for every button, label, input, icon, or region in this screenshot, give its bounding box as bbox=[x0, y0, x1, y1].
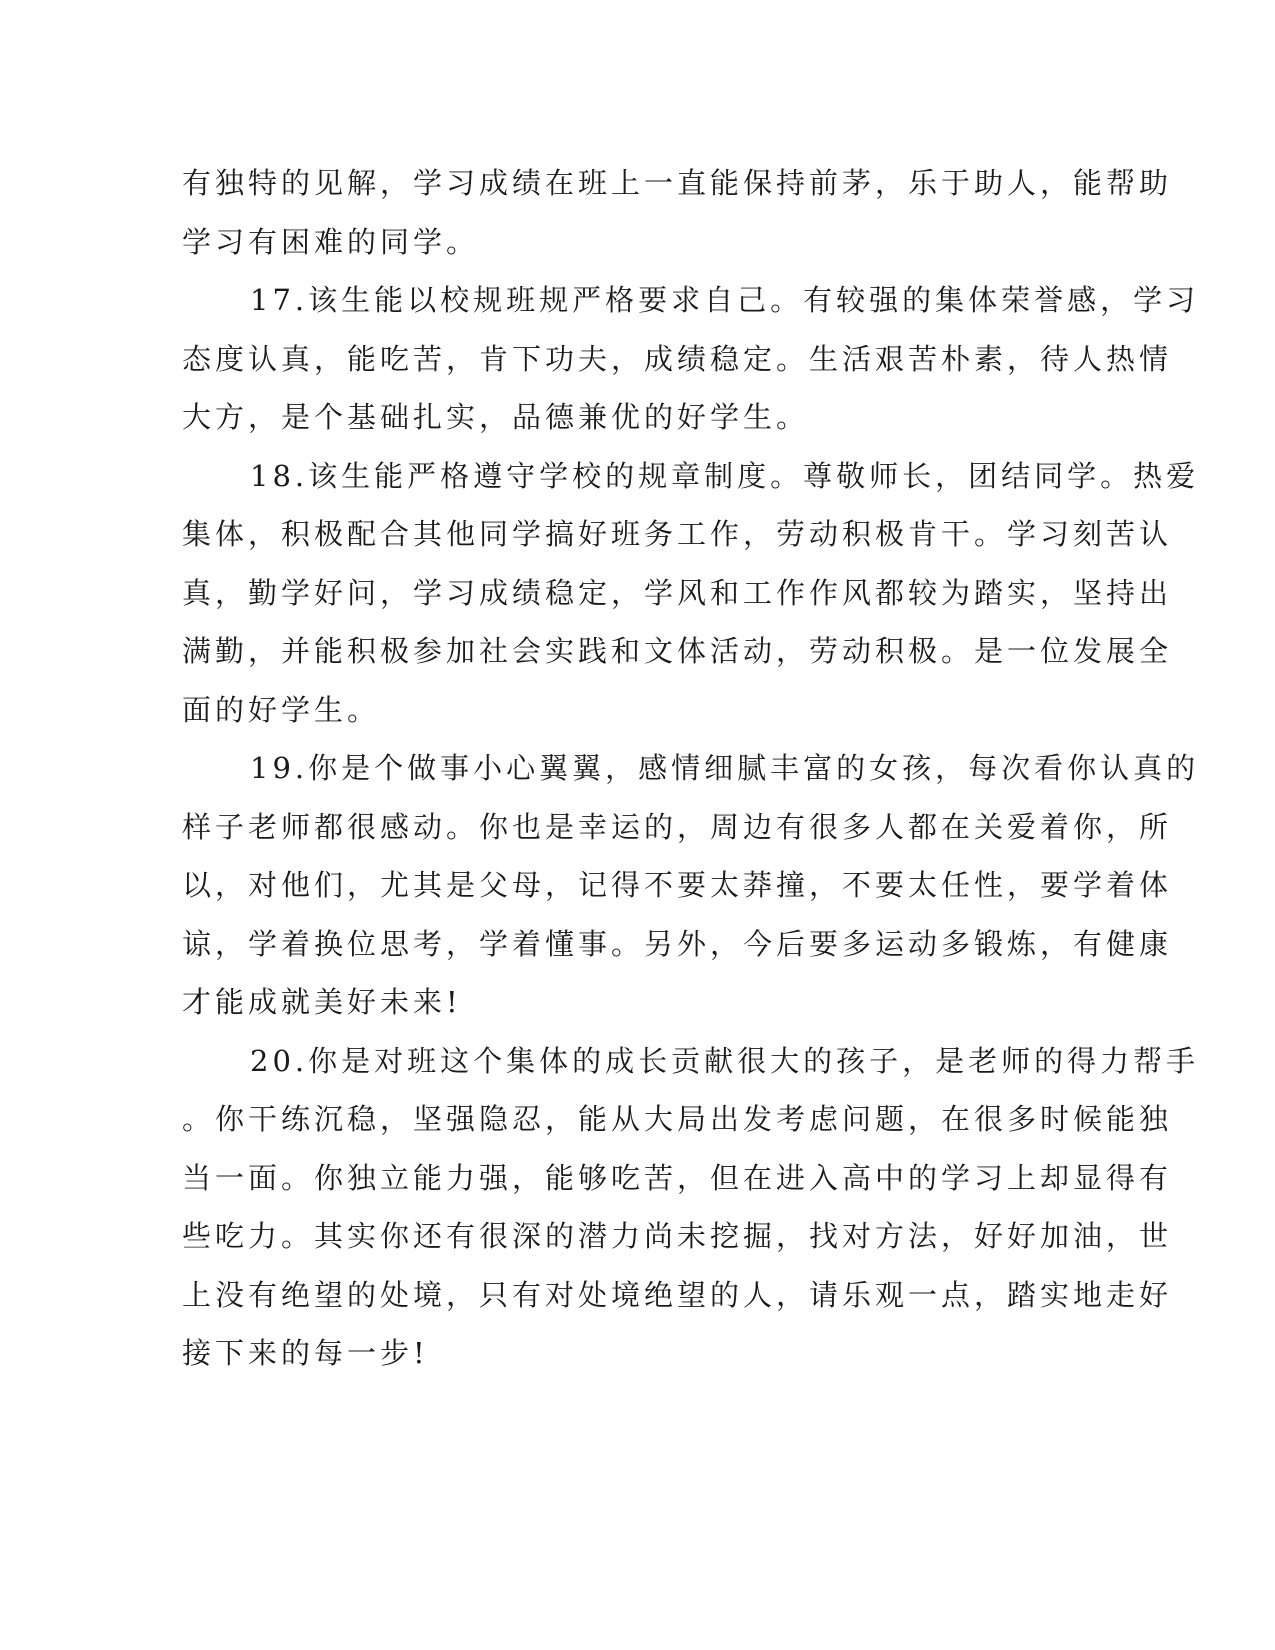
paragraph-17-line-3: 大方，是个基础扎实，品德兼优的好学生。 bbox=[182, 400, 810, 434]
paragraph-18-line-3: 真，勤学好问，学习成绩稳定，学风和工作作风都较为踏实，坚持出 bbox=[182, 575, 1173, 610]
paragraph-19-line-1: 19.你是个做事小心翼翼，感情细腻丰富的女孩，每次看你认真的 bbox=[250, 751, 1200, 785]
paragraph-16-line-1: 有独特的见解，学习成绩在班上一直能保持前茅，乐于助人，能帮助 bbox=[182, 166, 1173, 200]
paragraph-20-line-2: 。你干练沉稳，坚强隐忍，能从大局出发考虑问题，在很多时候能独 bbox=[182, 1102, 1173, 1136]
document-body bbox=[182, 154, 1200, 1383]
paragraph-18-line-4: 满勤，并能积极参加社会实践和文体活动，劳动积极。是一位发展全 bbox=[182, 634, 1173, 668]
paragraph-17-line-1: 17.该生能以校规班规严格要求自己。有较强的集体荣誉感，学习 bbox=[250, 283, 1200, 317]
paragraph-20-line-6: 接下来的每一步! bbox=[182, 1336, 429, 1370]
paragraph-19-line-3: 以，对他们，尤其是父母，记得不要太莽撞，不要太任性，要学着体 bbox=[182, 868, 1173, 902]
paragraph-19-line-5: 才能成就美好未来! bbox=[182, 985, 462, 1019]
paragraph-19-line-4: 谅，学着换位思考，学着懂事。另外，今后要多运动多锻炼，有健康 bbox=[182, 926, 1173, 961]
paragraph-18-line-2: 集体，积极配合其他同学搞好班务工作，劳动积极肯干。学习刻苦认 bbox=[182, 517, 1173, 551]
paragraph-20-line-5: 上没有绝望的处境，只有对处境绝望的人，请乐观一点，踏实地走好 bbox=[182, 1277, 1173, 1312]
paragraph-20-line-4: 些吃力。其实你还有很深的潜力尚未挖掘，找对方法，好好加油，世 bbox=[182, 1219, 1173, 1253]
paragraph-18-line-5: 面的好学生。 bbox=[182, 692, 381, 727]
paragraph-18-line-1: 18.该生能严格遵守学校的规章制度。尊敬师长，团结同学。热爱 bbox=[250, 458, 1200, 493]
paragraph-20-line-1: 20.你是对班这个集体的成长贡献很大的孩子，是老师的得力帮手 bbox=[250, 1043, 1200, 1078]
paragraph-19-line-2: 样子老师都很感动。你也是幸运的，周边有很多人都在关爱着你，所 bbox=[182, 809, 1173, 844]
paragraph-20-line-3: 当一面。你独立能力强，能够吃苦，但在进入高中的学习上却显得有 bbox=[182, 1160, 1173, 1195]
paragraph-16-line-2: 学习有困难的同学。 bbox=[182, 224, 480, 259]
paragraph-17-line-2: 态度认真，能吃苦，肯下功夫，成绩稳定。生活艰苦朴素，待人热情 bbox=[182, 341, 1173, 376]
